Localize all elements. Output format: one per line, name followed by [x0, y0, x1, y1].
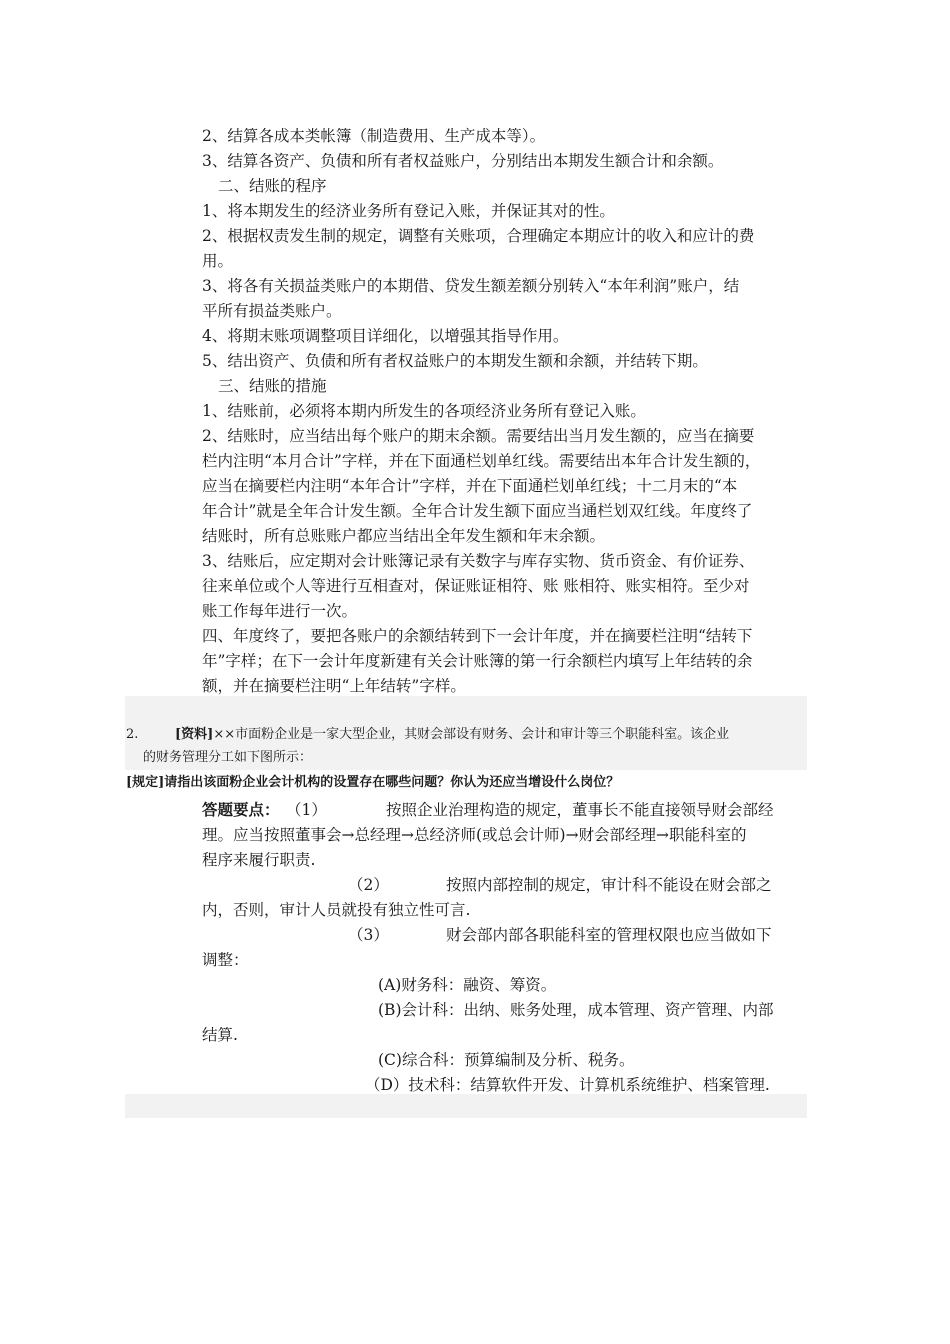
text-line: 3、结账后，应定期对会计账簿记录有关数字与库存实物、货币资金、有价证券、	[202, 552, 755, 570]
sub-item-b: (B)会计科：出纳、账务处理，成本管理、资产管理、内部	[378, 1001, 774, 1019]
text-line: 2、根据权责发生制的规定，调整有关账项，合理确定本期应计的收入和应计的费	[202, 227, 755, 245]
text-line: 四、年度终了，要把各账户的余额结转到下一会计年度，并在摘要栏注明“结转下	[202, 627, 753, 645]
material-text: ××市面粉企业是一家大型企业，其财会部设有财务、会计和审计等三个职能科室。该企业	[213, 727, 730, 742]
text-line: 4、将期末账项调整项目详细化，以增强其指导作用。	[202, 327, 569, 345]
text-line: 应当在摘要栏内注明“本年合计”字样，并在下面通栏划单红线；十二月末的“本	[202, 477, 738, 495]
text-line: 栏内注明“本月合计”字样，并在下面通栏划单红线。需要结出本年合计发生额的，	[202, 452, 761, 470]
point-number: （3）	[348, 926, 389, 944]
answer-line-1	[202, 798, 280, 822]
answer-label: 答题要点：	[202, 800, 280, 819]
case-number: 2.	[126, 727, 139, 742]
point-text: 调整：	[202, 951, 249, 969]
rule-question: [规定]请指出该面粉企业会计机构的设置存在哪些问题？你认为还应当增设什么岗位？	[126, 775, 620, 790]
text-line: 额，并在摘要栏注明“上年结转”字样。	[202, 677, 466, 695]
point-text: 财会部内部各职能科室的管理权限也应当做如下	[446, 926, 772, 944]
point-text: 程序来履行职责.	[202, 851, 316, 869]
text-line: 平所有损益类账户。	[202, 302, 342, 320]
point-text: 理。应当按照董事会→总经理→总经济师(或总会计师)→财会部经理→职能科室的	[202, 826, 747, 844]
text-line: 2、结算各成本类帐簿（制造费用、生产成本等）。	[202, 127, 546, 145]
text-line: 用。	[202, 252, 234, 270]
material-line	[175, 723, 729, 747]
text-line: 1、将本期发生的经济业务所有登记入账，并保证其对的性。	[202, 202, 615, 220]
text-line: 3、结算各资产、负债和所有者权益账户，分别结出本期发生额合计和余额。	[202, 152, 724, 170]
text-line: 2、结账时，应当结出每个账户的期末余额。需要结出当月发生额的，应当在摘要	[202, 427, 755, 445]
point-text: 内，否则，审计人员就投有独立性可言.	[202, 901, 471, 919]
sub-item-b-cont: 结算.	[202, 1026, 238, 1044]
material-line-2: 的财务管理分工如下图所示：	[143, 750, 313, 765]
material-label: [资料]	[175, 727, 214, 742]
text-line: 结账时，所有总账账户都应当结出全年发生额和年末余额。	[202, 527, 606, 545]
shaded-band-bottom	[125, 1094, 807, 1118]
point-text: 按照企业治理构造的规定，董事长不能直接领导财会部经	[386, 801, 774, 819]
text-line: 1、结账前，必须将本期内所发生的各项经济业务所有登记入账。	[202, 402, 646, 420]
text-line: 年”字样；在下一会计年度新建有关会计账簿的第一行余额栏内填写上年结转的余	[202, 652, 753, 670]
text-line: 账工作每年进行一次。	[202, 602, 358, 620]
sub-item-d: （D）技术科：结算软件开发、计算机系统维护、档案管理.	[365, 1076, 770, 1094]
sub-item-a: (A)财务科：融资、筹资。	[378, 976, 557, 994]
text-line: 往来单位或个人等进行互相查对，保证账证相符、账 账相符、账实相符。至少对	[202, 577, 750, 595]
point-number: （2）	[348, 876, 389, 894]
point-number: （1）	[286, 801, 327, 819]
point-text: 按照内部控制的规定，审计科不能设在财会部之	[446, 876, 772, 894]
section-heading: 二、结账的程序	[218, 177, 327, 195]
section-heading: 三、结账的措施	[218, 377, 327, 395]
text-line: 5、结出资产、负债和所有者权益账户的本期发生额和余额，并结转下期。	[202, 352, 708, 370]
sub-item-c: (C)综合科：预算编制及分析、税务。	[378, 1051, 635, 1069]
text-line: 3、将各有关损益类账户的本期借、贷发生额差额分别转入“本年利润”账户，结	[202, 277, 740, 295]
text-line: 年合计”就是全年合计发生额。全年合计发生额下面应当通栏划双红线。年度终了	[202, 502, 753, 520]
